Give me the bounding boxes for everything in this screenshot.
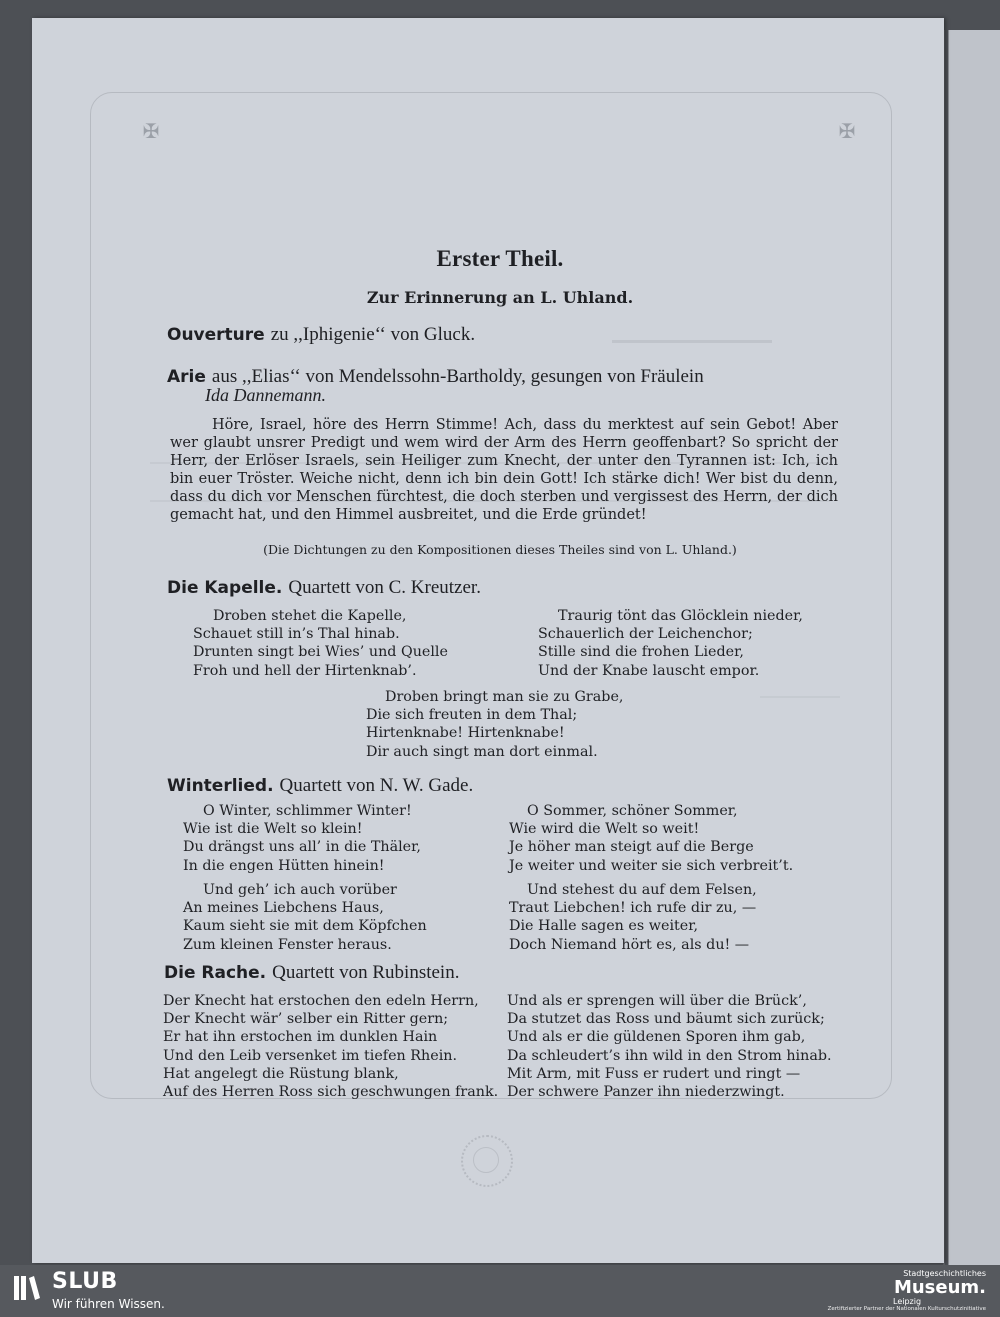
museum-city: Leipzig xyxy=(893,1297,922,1306)
verse-line: Der schwere Panzer ihn niederzwingt. xyxy=(507,1084,785,1101)
verse-line: Und als er die güldenen Sporen ihm gab, xyxy=(507,1029,806,1046)
verse-line: Hat angelegt die Rüstung blank, xyxy=(163,1065,399,1082)
verse-line: Auf des Herren Ross sich geschwungen frank. xyxy=(163,1084,499,1101)
slub-name: SLUB xyxy=(52,1269,118,1294)
verse-line: Froh und hell der Hirtenknab’. xyxy=(193,662,417,679)
museum-certification: Zertifizierter Partner der Nationalen Kulturschutzinitiative xyxy=(827,1306,986,1312)
kapelle-heading xyxy=(167,577,481,599)
verse-line: Schauet still in’s Thal hinab. xyxy=(193,626,400,643)
verse-line: Zum kleinen Fenster heraus. xyxy=(183,936,392,953)
arie-singer-name: Ida Dannemann. xyxy=(205,385,326,405)
verse-line: Doch Niemand hört es, als du! — xyxy=(509,936,750,953)
verse-line: Die Halle sagen es weiter, xyxy=(509,918,699,935)
rache-text: Quartett von Rubinstein. xyxy=(272,962,460,983)
corner-ornament-icon: ✠ xyxy=(142,119,160,143)
arie-lyrics: Höre, Israel, höre des Herrn Stimme! Ach, dass du merktest auf sein Gebot! Aber wer glaubt unsrer Predigt und wem wird der Arm des Herrn geoffenbart? So spricht der Herr, der Erlöser Israels, sein Heiliger zum Knecht, der unter den Tyrannen ist: Ich, ich bin euer Tröster. Weiche nicht, denn ich bin dein Gott! Ich stärke dich! Wer bist du denn, dass du dich vor Menschen fürchtest, die doch sterben und vergissest des Herrn, der dich gemacht hat, und den Himmel ausbreitet, und die Erde gründet! xyxy=(170,417,838,523)
verse-line: Er hat ihn erstochen im dunklen Hain xyxy=(163,1029,438,1046)
overture-text: zu ,,Iphigenie‘‘ von Gluck. xyxy=(270,324,476,345)
winterlied-right-stanza-2 xyxy=(509,881,757,954)
verse-line: Drunten singt bei Wies’ und Quelle xyxy=(193,644,448,661)
kapelle-center-stanza xyxy=(366,688,623,761)
library-stamp-icon xyxy=(461,1135,513,1187)
verse-line: O Winter, schlimmer Winter! xyxy=(203,803,412,819)
verse-line: Wie wird die Welt so weit! xyxy=(509,821,700,838)
verse-line: Hirtenknabe! Hirtenknabe! xyxy=(366,725,565,742)
winterlied-label: Winterlied. xyxy=(167,776,274,796)
rache-label: Die Rache. xyxy=(164,963,267,983)
museum-name: Museum. xyxy=(893,1277,986,1298)
verse-line: Dir auch singt man dort einmal. xyxy=(366,743,598,760)
verse-line: Da schleudert’s ihn wild in den Strom hinab. xyxy=(507,1047,832,1064)
page-subtitle: Zur Erinnerung an L. Uhland. xyxy=(366,288,634,307)
verse-line: O Sommer, schöner Sommer, xyxy=(527,803,738,819)
rache-heading xyxy=(164,962,459,984)
verse-line: Mit Arm, mit Fuss er rudert und ringt — xyxy=(507,1065,801,1082)
adjacent-page xyxy=(948,30,1000,1265)
page-title: Erster Theil. xyxy=(436,246,564,271)
winterlied-left-stanza-2 xyxy=(183,881,427,954)
verse-line: Stille sind die frohen Lieder, xyxy=(538,644,744,661)
winterlied-left-stanza-1 xyxy=(183,802,421,875)
arie-text: aus ,,Elias‘‘ von Mendelssohn-Bartholdy, gesungen von Fräulein xyxy=(211,366,704,387)
verse-line: Je höher man steigt auf die Berge xyxy=(509,839,754,856)
overture-label: Ouverture xyxy=(167,325,265,345)
rache-left-stanza xyxy=(163,992,498,1101)
verse-line: Schauerlich der Leichenchor; xyxy=(538,626,753,643)
verse-line: Je weiter und weiter sie sich verbreit’t. xyxy=(509,857,794,874)
verse-line: Die sich freuten in dem Thal; xyxy=(366,707,578,724)
kapelle-text: Quartett von C. Kreutzer. xyxy=(288,577,481,598)
arie-singer xyxy=(205,385,326,406)
verse-line: In die engen Hütten hinein! xyxy=(183,857,385,874)
verse-line: Traut Liebchen! ich rufe dir zu, — xyxy=(509,900,757,917)
slub-tagline: Wir führen Wissen. xyxy=(52,1297,165,1311)
verse-line: Traurig tönt das Glöcklein nieder, xyxy=(558,608,803,624)
verse-line: Wie ist die Welt so klein! xyxy=(183,821,363,838)
uhland-note: (Die Dichtungen zu den Kompositionen dieses Theiles sind von L. Uhland.) xyxy=(263,542,737,557)
verse-line: Droben stehet die Kapelle, xyxy=(213,608,407,624)
verse-line: Der Knecht hat erstochen den edeln Herrn, xyxy=(163,993,479,1009)
verse-line: Und geh’ ich auch vorüber xyxy=(203,882,397,898)
verse-line: Und stehest du auf dem Felsen, xyxy=(527,882,757,898)
winterlied-text: Quartett von N. W. Gade. xyxy=(279,775,474,796)
footer-bar xyxy=(0,1265,1000,1317)
winterlied-right-stanza-1 xyxy=(509,802,793,875)
winterlied-heading xyxy=(167,775,473,797)
museum-label: Stadtgeschichtliches xyxy=(903,1269,986,1278)
overture-heading xyxy=(167,324,475,346)
verse-line: Kaum sieht sie mit dem Köpfchen xyxy=(183,918,427,935)
verse-line: Und als er sprengen will über die Brück’, xyxy=(507,993,807,1009)
arie-label: Arie xyxy=(167,367,206,387)
verse-line: Und der Knabe lauscht empor. xyxy=(538,662,760,679)
verse-line: An meines Liebchens Haus, xyxy=(183,900,384,917)
corner-ornament-icon: ✠ xyxy=(838,119,856,143)
verse-line: Du drängst uns all’ in die Thäler, xyxy=(183,839,421,856)
kapelle-right-stanza xyxy=(538,607,803,680)
verse-line: Und den Leib versenket im tiefen Rhein. xyxy=(163,1047,458,1064)
kapelle-label: Die Kapelle. xyxy=(167,578,283,598)
verse-line: Der Knecht wär’ selber ein Ritter gern; xyxy=(163,1011,449,1028)
verse-line: Da stutzet das Ross und bäumt sich zurück; xyxy=(507,1011,825,1028)
verse-line: Droben bringt man sie zu Grabe, xyxy=(385,689,624,705)
slub-logo-icon xyxy=(12,1273,42,1303)
kapelle-left-stanza xyxy=(193,607,448,680)
rache-right-stanza xyxy=(507,992,832,1101)
